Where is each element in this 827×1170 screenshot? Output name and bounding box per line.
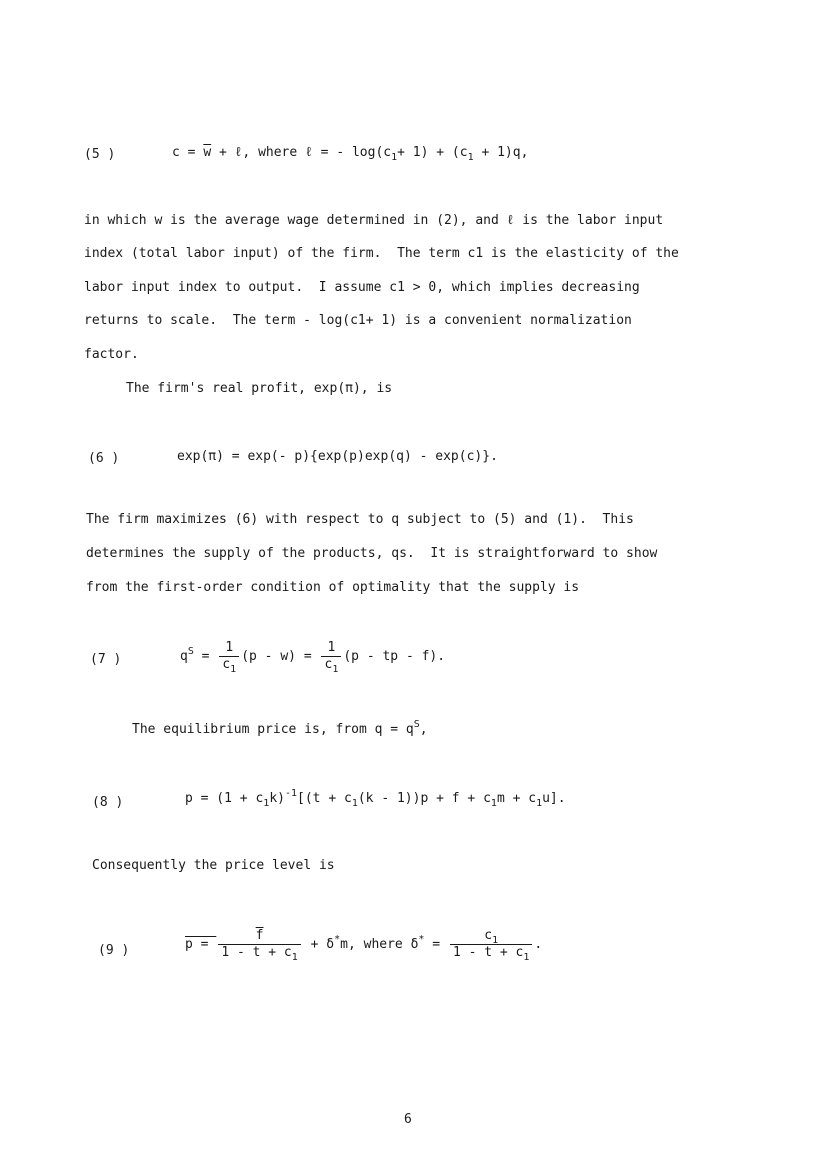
para1-line-5: factor. (84, 347, 139, 362)
eq7-den2-sub: 1 (332, 664, 339, 675)
eq9-den2-text: 1 - t + c (452, 945, 524, 960)
para1-line-2: index (total labor input) of the firm. The term c1 is the elasticity of the (84, 246, 679, 261)
eq9-num2 (450, 928, 532, 945)
eq8-t1: p = (1 + c (185, 791, 264, 806)
eq7-lhs: q (180, 649, 188, 664)
eq9-end: . (534, 937, 543, 952)
eq9-den2 (450, 945, 532, 961)
equation-number-6: (6 ) (88, 451, 120, 466)
eq8-t6: u]. (542, 791, 566, 806)
eq7-den1 (219, 657, 239, 673)
eq7-den2-text: c (324, 657, 333, 672)
eq7-den2 (321, 657, 341, 673)
eq9-eq: = (424, 937, 448, 952)
eq9-fraction-1 (218, 928, 300, 961)
eq9-sup2: * (418, 934, 425, 945)
para5: Consequently the price level is (92, 858, 335, 873)
eq7-mid: (p - w) = (241, 649, 320, 664)
eq8-t2: k) (269, 791, 285, 806)
para3-line-3: from the first-order condition of optimality that the supply is (86, 580, 580, 595)
equation-8 (185, 788, 566, 809)
eq5-sub1: 1 (391, 152, 398, 163)
para1-line-4: returns to scale. The term - log(c1+ 1) is a convenient normalization (84, 313, 632, 328)
eq9-num2-text: c (484, 928, 493, 943)
eq7-sup: S (187, 646, 194, 657)
eq9-num1: $\overline{f}$ (218, 928, 300, 945)
eq9-den1-sub: 1 (291, 952, 298, 963)
para4-end: , (419, 722, 428, 737)
eq9-mid2: m, where δ (340, 937, 419, 952)
equation-number-5: (5 ) (84, 147, 116, 162)
eq9-sup: * (334, 934, 341, 945)
eq9-num2-sub: 1 (492, 935, 499, 946)
eq5-sub2: 1 (467, 152, 474, 163)
equation-number-9: (9 ) (98, 943, 130, 958)
eq8-t3: [(t + c (297, 791, 352, 806)
eq5-wbar: $\overline{w}$ (203, 145, 212, 160)
eq7-num2: 1 (321, 640, 341, 657)
eq8-sup1: -1 (284, 788, 298, 799)
eq9-den1-text: 1 - t + c (221, 945, 292, 960)
eq7-den1-sub: 1 (230, 664, 237, 675)
equation-number-8: (8 ) (92, 795, 124, 810)
para4-sup: S (413, 719, 420, 730)
para1-line-1: in which w is the average wage determined in (2), and ℓ is the labor input (84, 213, 664, 228)
eq8-s1: 1 (263, 798, 270, 809)
eq8-t4: (k - 1))p + f + c (357, 791, 491, 806)
equation-5 (172, 145, 528, 161)
eq9-lhs: p = (185, 937, 217, 952)
eq9-fraction-2 (450, 928, 532, 961)
para3-line-1: The firm maximizes (6) with respect to q subject to (5) and (1). This (86, 512, 634, 527)
eq8-s3: 1 (490, 798, 497, 809)
equation-7 (180, 640, 445, 673)
eq8-s2: 1 (351, 798, 358, 809)
equation-6: exp(π) = exp(- p){exp(p)exp(q) - exp(c)}. (177, 449, 498, 464)
eq7-eq: = (193, 649, 218, 664)
equation-9 (185, 928, 542, 961)
eq7-fraction-2 (321, 640, 341, 673)
para3-line-2: determines the supply of the products, qs. It is straightforward to show (86, 546, 658, 561)
eq9-den2-sub: 1 (523, 952, 530, 963)
eq5-lhs: c = (172, 145, 204, 160)
eq8-t5: m + c (496, 791, 537, 806)
eq7-num1: 1 (219, 640, 239, 657)
eq8-s4: 1 (536, 798, 543, 809)
eq5-mid: + ℓ, where ℓ = - log(c (211, 145, 392, 160)
para1-line-3: labor input index to output. I assume c1 > 0, which implies decreasing (84, 280, 640, 295)
page-number: 6 (404, 1112, 412, 1127)
equation-number-7: (7 ) (90, 652, 122, 667)
eq7-end: (p - tp - f). (343, 649, 446, 664)
eq7-fraction-1 (219, 640, 239, 673)
eq9-den1 (218, 945, 300, 961)
eq9-mid: + δ (302, 937, 335, 952)
eq7-den1-text: c (222, 657, 231, 672)
para4-text: The equilibrium price is, from q = q (132, 722, 414, 737)
eq5-end: + 1)q, (473, 145, 529, 160)
eq5-mid2: + 1) + (c (397, 145, 468, 160)
para2: The firm's real profit, exp(π), is (126, 381, 393, 396)
para4 (132, 719, 428, 738)
